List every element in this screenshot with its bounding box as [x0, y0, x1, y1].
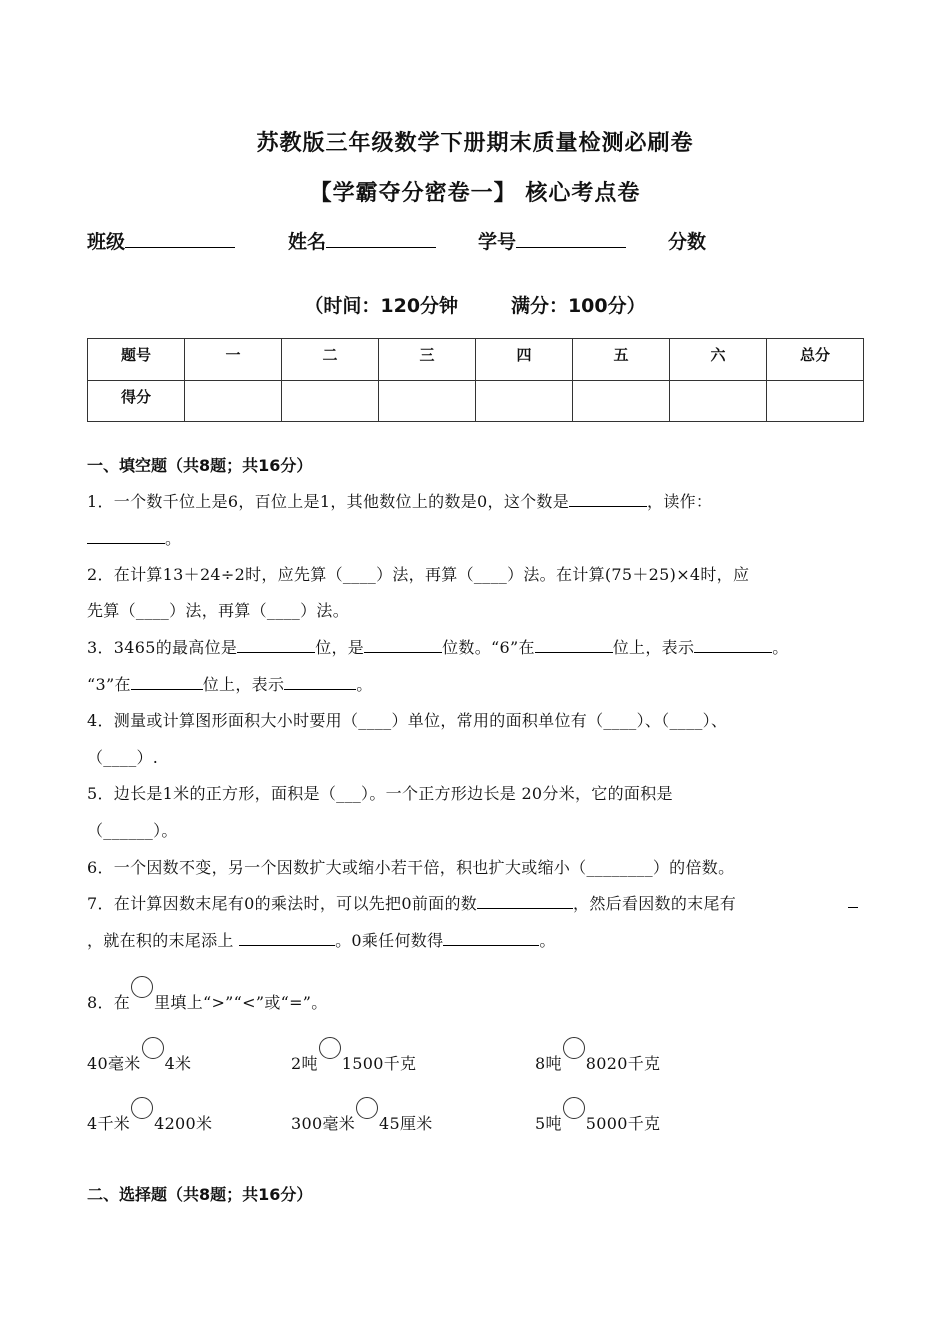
name-field — [288, 227, 436, 254]
question-text: 位数。“6”在 — [442, 638, 535, 657]
table-header-cell: 五 — [573, 339, 670, 381]
class-field — [87, 227, 235, 254]
answer-blank[interactable] — [237, 636, 315, 653]
question-text: 。 — [356, 675, 373, 694]
question-text: 1．一个数千位上是6，百位上是1，其他数位上的数是0，这个数是 — [87, 492, 570, 511]
score-table — [87, 338, 864, 422]
table-header-cell: 六 — [670, 339, 767, 381]
score-cell[interactable] — [282, 380, 379, 422]
question-3-cont — [87, 672, 373, 695]
question-text: 。 — [772, 638, 789, 657]
question-text: 里填上“>”“<”或“=”。 — [154, 993, 328, 1012]
answer-blank[interactable] — [87, 527, 165, 544]
question-text: 位，是 — [315, 638, 365, 657]
question-4: 4．测量或计算图形面积大小时要用（____）单位，常用的面积单位有（____）、（____）、 — [87, 711, 728, 730]
compare-right: 1500千克 — [341, 1054, 417, 1073]
compare-circle-icon[interactable] — [131, 1097, 153, 1119]
class-label: 班级 — [87, 231, 126, 253]
score-cell[interactable] — [573, 380, 670, 422]
answer-blank[interactable] — [131, 673, 203, 690]
question-8 — [87, 976, 328, 1013]
page-subtitle: 【学霸夺分密卷一】 核心考点卷 — [309, 181, 641, 206]
compare-right: 4200米 — [154, 1114, 213, 1133]
compare-circle-icon[interactable] — [563, 1097, 585, 1119]
table-header-cell: 题号 — [88, 339, 185, 381]
student-id-blank[interactable] — [516, 228, 626, 248]
compare-left: 300毫米 — [291, 1114, 356, 1133]
answer-blank[interactable] — [535, 636, 613, 653]
student-id-label: 学号 — [478, 231, 517, 253]
question-1 — [87, 489, 712, 512]
question-7 — [87, 891, 736, 914]
name-label: 姓名 — [288, 231, 327, 253]
question-text: 3．3465的最高位是 — [87, 638, 238, 657]
score-cell[interactable] — [670, 380, 767, 422]
question-5-cont: （______）。 — [87, 821, 178, 840]
table-header-cell: 四 — [476, 339, 573, 381]
compare-item — [87, 1097, 212, 1134]
compare-left: 40毫米 — [87, 1054, 141, 1073]
compare-left: 5吨 — [535, 1114, 562, 1133]
question-text: 8．在 — [87, 993, 131, 1012]
compare-left: 2吨 — [291, 1054, 318, 1073]
compare-item — [291, 1037, 416, 1074]
score-cell[interactable] — [767, 380, 864, 422]
compare-circle-icon — [131, 976, 153, 998]
question-text: 。0乘任何数得 — [335, 931, 444, 950]
question-5: 5．边长是1米的正方形，面积是（___）。一个正方形边长是 20分米，它的面积是 — [87, 784, 673, 803]
answer-blank[interactable] — [284, 673, 356, 690]
compare-item — [87, 1037, 191, 1074]
question-3 — [87, 635, 789, 658]
question-4-cont: （____）. — [87, 748, 159, 767]
score-cell[interactable] — [379, 380, 476, 422]
answer-blank[interactable] — [239, 929, 335, 946]
compare-right: 8020千克 — [585, 1054, 661, 1073]
table-header-cell: 二 — [282, 339, 379, 381]
compare-right: 4米 — [164, 1054, 192, 1073]
section-heading: 二、选择题（共8题；共16分） — [87, 1185, 313, 1204]
section-heading: 一、填空题（共8题；共16分） — [87, 456, 313, 475]
score-row-label: 得分 — [88, 380, 185, 422]
question-text: 位上，表示 — [612, 638, 695, 657]
table-header-cell: 三 — [379, 339, 476, 381]
class-blank[interactable] — [125, 228, 235, 248]
compare-item — [535, 1097, 660, 1134]
question-text: 。 — [165, 529, 182, 548]
answer-blank[interactable] — [694, 636, 772, 653]
question-text: ，读作： — [647, 492, 713, 511]
score-cell[interactable] — [476, 380, 573, 422]
score-table-header-row — [88, 339, 864, 381]
answer-blank[interactable] — [477, 892, 573, 909]
question-text: 位上，表示 — [202, 675, 285, 694]
score-field-label: 分数 — [668, 231, 707, 253]
compare-left: 4千米 — [87, 1114, 131, 1133]
question-text: “3”在 — [87, 675, 131, 694]
question-text: 。 — [539, 931, 556, 950]
question-text: ，就在积的末尾添上 — [87, 931, 234, 950]
compare-item — [535, 1037, 660, 1074]
compare-right: 45厘米 — [379, 1114, 433, 1133]
compare-left: 8吨 — [535, 1054, 562, 1073]
question-2-cont: 先算（____）法，再算（____）法。 — [87, 601, 350, 620]
score-cell[interactable] — [185, 380, 282, 422]
answer-blank[interactable] — [364, 636, 442, 653]
question-7-cont — [87, 928, 556, 951]
page-title: 苏教版三年级数学下册期末质量检测必刷卷 — [256, 131, 694, 156]
compare-circle-icon[interactable] — [563, 1037, 585, 1059]
compare-item — [291, 1097, 433, 1134]
exam-info: （时间：120分钟 满分：100分） — [304, 295, 646, 317]
compare-right: 5000千克 — [585, 1114, 661, 1133]
name-blank[interactable] — [326, 228, 436, 248]
compare-circle-icon[interactable] — [356, 1097, 378, 1119]
answer-blank[interactable] — [848, 891, 858, 912]
score-table-score-row — [88, 380, 864, 422]
table-header-cell: 总分 — [767, 339, 864, 381]
question-2: 2．在计算13＋24÷2时，应先算（____）法，再算（____）法。在计算(75＋25)×4时，应 — [87, 565, 750, 584]
question-text: 7．在计算因数末尾有0的乘法时，可以先把0前面的数 — [87, 894, 478, 913]
table-header-cell: 一 — [185, 339, 282, 381]
answer-blank[interactable] — [443, 929, 539, 946]
student-id-field — [478, 227, 626, 254]
question-6: 6．一个因数不变，另一个因数扩大或缩小若干倍，积也扩大或缩小（________）的倍数。 — [87, 858, 735, 877]
question-text: ，然后看因数的末尾有 — [573, 894, 737, 913]
answer-blank[interactable] — [569, 490, 647, 507]
question-1-cont — [87, 526, 181, 549]
compare-circle-icon[interactable] — [142, 1037, 164, 1059]
compare-circle-icon[interactable] — [319, 1037, 341, 1059]
